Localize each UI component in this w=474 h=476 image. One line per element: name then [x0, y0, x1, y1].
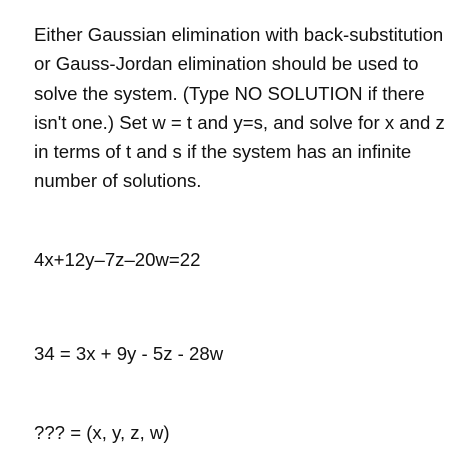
- problem-line: isn't one.) Set w = t and y=s, and solve for x and z: [34, 111, 445, 133]
- problem-line: number of solutions.: [34, 170, 202, 192]
- problem-line: solve the system. (Type NO SOLUTION if there: [34, 82, 425, 104]
- answer-prompt: ??? = (x, y, z, w): [34, 422, 170, 443]
- equation-2: 34 = 3x + 9y - 5z - 28w: [34, 343, 224, 364]
- problem-line: or Gauss-Jordan elimination should be used to: [34, 53, 419, 75]
- problem-statement: [34, 20, 454, 196]
- problem-line: in terms of t and s if the system has an infinite: [34, 141, 412, 163]
- equation-1: 4x+12y–7z–20w=22: [34, 249, 201, 270]
- problem-line: Either Gaussian elimination with back-substitution: [34, 24, 444, 45]
